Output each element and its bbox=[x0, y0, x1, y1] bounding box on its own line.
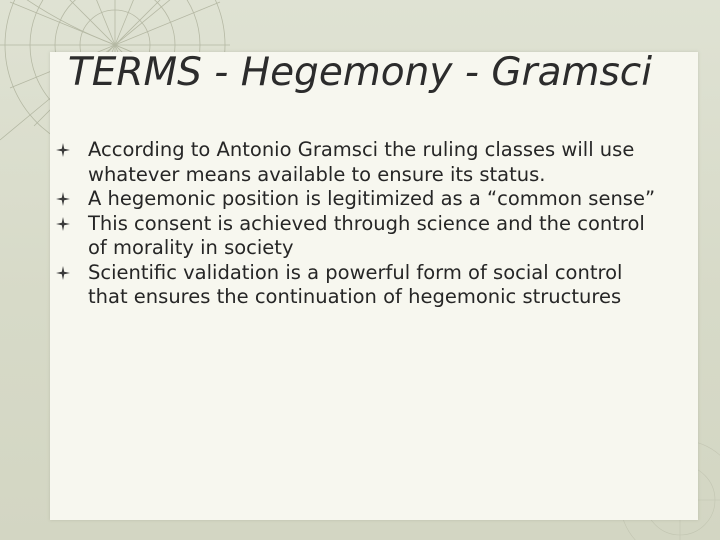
slide-title: TERMS - Hegemony - Gramsci bbox=[67, 50, 653, 95]
bullet-text: Scientific validation is a powerful form of social control that ensures the continuation of hegemonic structures bbox=[88, 260, 623, 308]
four-point-star-icon bbox=[56, 192, 70, 206]
four-point-star-icon bbox=[56, 143, 70, 157]
bullet-text: According to Antonio Gramsci the ruling classes will use whatever means available to ensure its status. bbox=[88, 138, 635, 186]
bullet-item bbox=[56, 261, 656, 310]
bullet-text: A hegemonic position is legitimized as a “common sense” bbox=[88, 187, 656, 210]
four-point-star-icon bbox=[56, 266, 70, 280]
bullet-item bbox=[56, 187, 656, 212]
bullet-list bbox=[56, 138, 656, 310]
four-point-star-icon bbox=[56, 217, 70, 231]
bullet-item bbox=[56, 212, 656, 261]
bullet-text: This consent is achieved through science and the control of morality in society bbox=[88, 211, 645, 259]
bullet-item bbox=[56, 138, 656, 187]
